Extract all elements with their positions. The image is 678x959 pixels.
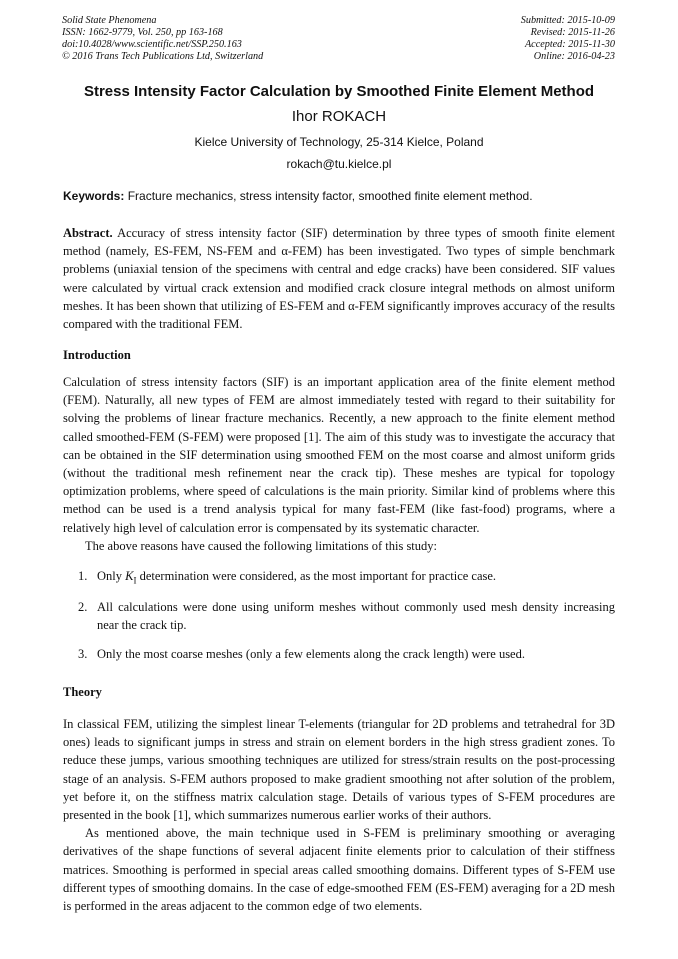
limitations-list-item-2 [78,598,615,634]
paper-title: Stress Intensity Factor Calculation by Smoothed Finite Element Method [83,83,595,100]
keywords-label: Keywords: [63,189,125,203]
keywords-text: Fracture mechanics, stress intensity factor, smoothed finite element method. [124,189,533,203]
journal-copyright: © 2016 Trans Tech Publications Ltd, Switzerland [62,51,264,62]
list-number: 2. [78,600,88,614]
list-text: determination were considered, as the most important for practice case. [136,569,497,583]
introduction-paragraph-1: Calculation of stress intensity factors (SIF) is an important application area of the finite element method (FEM). Naturally, all new types of FEM are almost immediately tested with regard to their suitability for solving the problems of linear fracture mechanics. Recently, a new approach to the finite element method called smoothed-FEM (S-FEM) were proposed [1]. The aim of this study was to investigate the accuracy that can be obtained in the SIF determination using smoothed FEM on the most coarse and almost uniform grids (without the traditional mesh refinement near the crack tip). These meshes are typical for topology optimization problems, where speed of calculations is the main priority. Similar kind of problems where this method can be used is a trend analysis typical for many fast-FEM (like fast-food) programs, where a relatively high level of calculation error is compensated by its systematic character. [63,375,615,535]
list-text: All calculations were done using uniform meshes without commonly used mesh density increasing near the crack tip. [97,600,615,633]
journal-doi: doi:10.4028/www.scientific.net/SSP.250.163 [62,39,242,50]
theory-paragraph-1: In classical FEM, utilizing the simplest linear T-elements (triangular for 2D problems and tetrahedral for 3D ones) leads to significant jumps in stress and strain on element borders in the high stress gradient zones. To reduce these jumps, various smoothing techniques are utilized for stress/strain results on the post-processing stage of an analysis. S-FEM authors proposed to make gradient smoothing not after solution of the problem, yet before it, on the stiffness matrix calculation stage. Details of various types of S-FEM procedures are presented in the book [1], which summarizes numerous earlier works of their authors. [63,717,615,823]
author-affiliation: Kielce University of Technology, 25-314 Kielce, Poland [194,135,484,149]
journal-info [62,15,263,63]
date-submitted: Submitted: 2015-10-09 [520,15,615,26]
journal-name: Solid State Phenomena [62,15,157,26]
abstract-text: Accuracy of stress intensity factor (SIF) determination by three types of smooth finite element method (namely, ES-FEM, NS-FEM and α-FEM) has been investigated. Two types of simple benchmark problems (uniaxial tension of the specimens with central and edge cracks) have been considered. SIF values were calculated by virtual crack extension and modified crack closure integral methods on almost uniform meshes. It has been shown that utilizing of ES-FEM and α-FEM significantly improves accuracy of the results compared with the traditional FEM. [63,226,615,332]
introduction-paragraph-2: The above reasons have caused the following limitations of this study: [85,538,438,553]
math-subscript: I [133,575,137,586]
date-accepted: Accepted: 2015-11-30 [524,39,615,50]
keywords [63,189,615,203]
abstract [63,224,615,333]
author-email: rokach@tu.kielce.pl [286,157,392,171]
list-number: 1. [78,569,88,583]
author-name: Ihor ROKACH [291,108,387,125]
introduction-heading: Introduction [63,348,131,362]
list-text: Only the most coarse meshes (only a few elements along the crack length) were used. [97,647,525,661]
abstract-label: Abstract. [63,226,113,240]
date-online: Online: 2016-04-23 [533,51,615,62]
date-revised: Revised: 2015-11-26 [530,27,615,38]
list-text: Only [97,569,126,583]
limitations-list-item-1 [78,567,615,590]
theory-body [63,715,615,915]
submission-dates [521,15,615,63]
introduction-body [63,373,615,555]
list-number: 3. [78,647,88,661]
journal-issn: ISSN: 1662-9779, Vol. 250, pp 163-168 [62,27,223,38]
theory-paragraph-2: As mentioned above, the main technique used in S-FEM is preliminary smoothing or averaging derivatives of the shape functions of several adjacent finite elements prior to calculation of their stiffness matrices. Smoothing is performed in special areas called smoothing domains. Different types of S-FEM use different types of smoothing domains. In the case of edge-smoothed FEM (ES-FEM) averaging for a 2D mesh is performed in the areas adjacent to the common edge of two elements. [63,826,615,914]
limitations-list-item-3 [78,645,615,663]
math-symbol-k: K [125,569,134,583]
theory-heading: Theory [63,685,102,699]
